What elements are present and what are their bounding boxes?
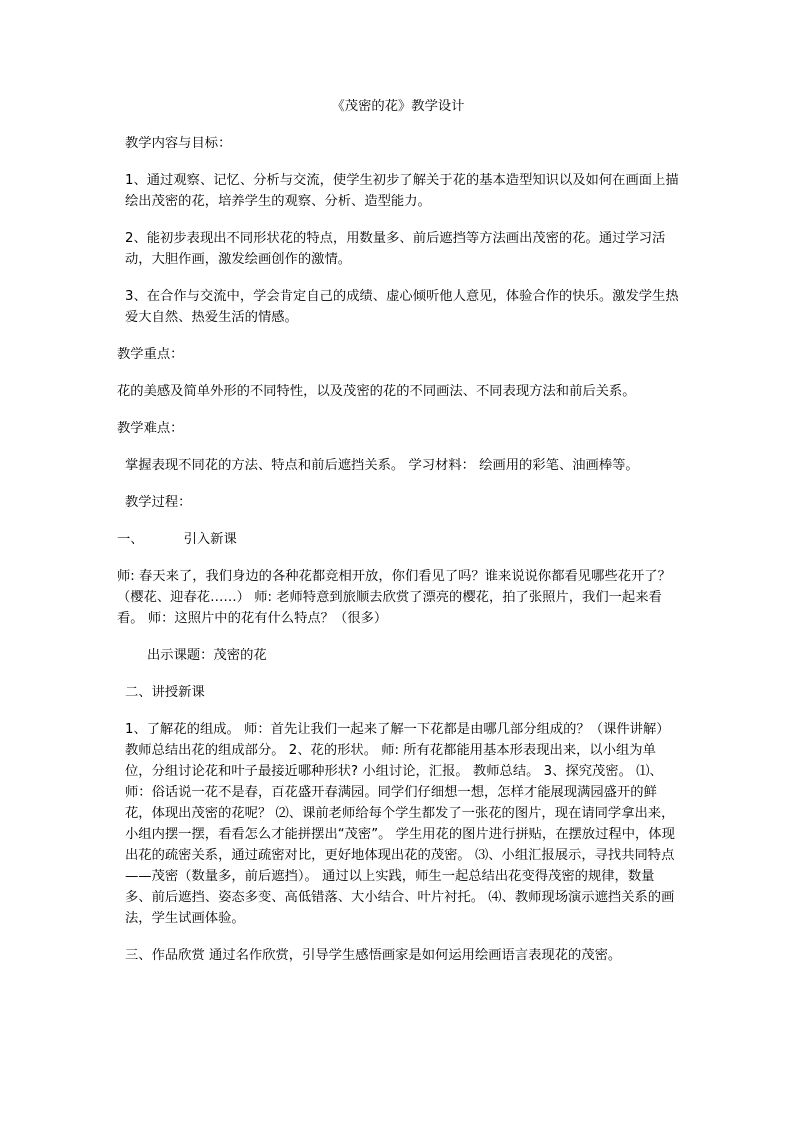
section-3-text: 三、作品欣赏 通过名作欣赏，引导学生感悟画家是如何运用绘画语言表现花的茂密。	[125, 948, 622, 963]
heading-key-points: 教学重点：	[117, 347, 184, 362]
key-points: 花的美感及简单外形的不同特性，以及茂密的花的不同画法、不同表现方法和前后关系。	[117, 384, 636, 399]
document-title: 《茂密的花》教学设计	[331, 99, 465, 114]
section-1-heading	[117, 529, 679, 550]
document-page	[117, 96, 679, 982]
heading-process: 教学过程：	[125, 495, 192, 510]
goal-1: 1、通过观察、记忆、分析与交流，使学生初步了解关于花的基本造型知识以及如何在画面上描绘出茂密的花，培养学生的观察、分析、造型能力。	[125, 173, 679, 209]
difficulties: 掌握表现不同花的方法、特点和前后遮挡关系。 学习材料： 绘画用的彩笔、油画棒等。	[125, 458, 639, 473]
section-1-text: 师: 春天来了，我们身边的各种花都竞相开放，你们看见了吗？谁来说说你都看见哪些花开了？（樱花、迎春花……） 师: 老师特意到旅顺去欣赏了漂亮的樱花，拍了张照片，我们一起来看看。 师：这照片中的花有什么特点？（很多）	[117, 569, 671, 626]
heading-goals: 教学内容与目标：	[125, 136, 232, 151]
section-2-heading: 二、讲授新课	[125, 685, 205, 700]
section-2-text: 1、了解花的组成。 师：首先让我们一起来了解一下花都是由哪几部分组成的？（课件讲解） 教师总结出花的组成部分。 2、花的形状。 师: 所有花都能用基本形表现出来，以小组为单位，分组讨论花和叶子最接近哪种形状? 小组讨论，汇报。 教师总结。 3、探究茂密。 ⑴、师：俗话说一花不是春，百花盛开春满园。同学们仔细想一想，怎样才能展现满园盛开的鲜花，体现出茂密的花呢？ ⑵、课前老师给每个学生都发了一张花的图片，现在请同学拿出来，小组内摆一摆，看看怎么才能拼摆出“茂密”。 学生用花的图片进行拼贴，在摆放过程中，体现出花的疏密关系，通过疏密对比，更好地体现出花的茂密。 ⑶、小组汇报展示，寻找共同特点——茂密（数量多，前后遮挡）。 通过以上实践，师生一起总结出花变得茂密的规律，数量多、前后遮挡、姿态多变、高低错落、大小结合、叶片衬托。 ⑷、教师现场演示遮挡关系的画法，学生试画体验。	[125, 722, 675, 926]
section-1-number: 一、	[117, 532, 144, 547]
heading-difficulties: 教学难点：	[117, 421, 184, 436]
goal-2: 2、能初步表现出不同形状花的特点，用数量多、前后遮挡等方法画出茂密的花。通过学习活动，大胆作画，激发绘画创作的激情。	[125, 231, 666, 267]
goal-3: 3、在合作与交流中，学会肯定自己的成绩、虚心倾听他人意见，体验合作的快乐。激发学生热爱大自然、热爱生活的情感。	[125, 289, 679, 325]
section-1-title: 引入新课	[183, 532, 237, 547]
section-1-topic: 出示课题：茂密的花	[147, 648, 267, 663]
